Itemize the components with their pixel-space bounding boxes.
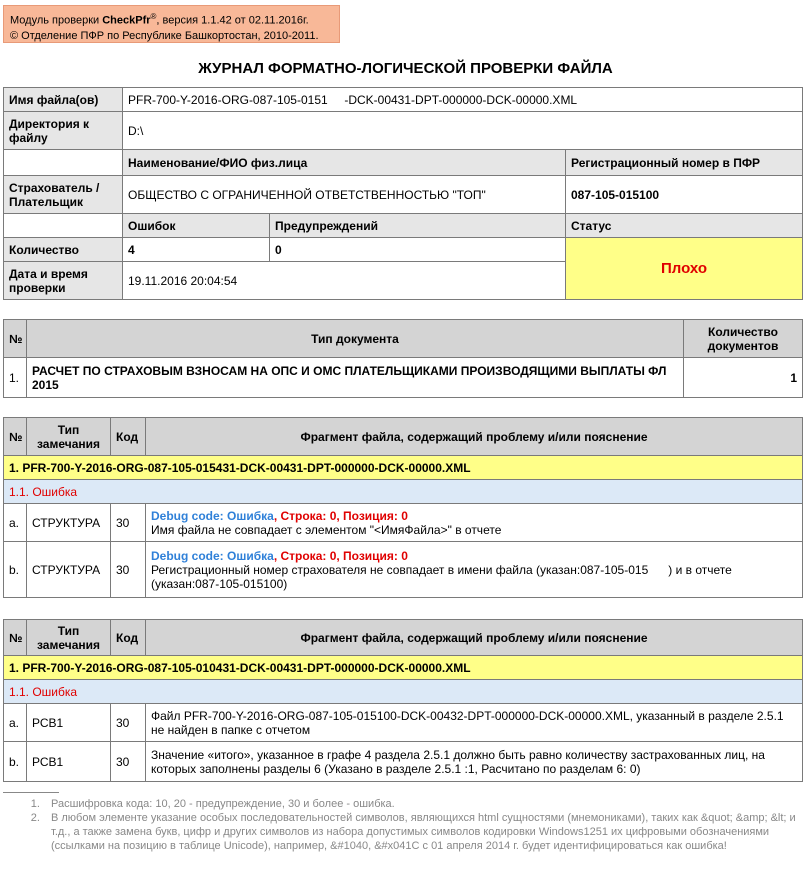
remarks-code-header: Код [111,620,146,656]
module-info [3,5,340,43]
remarks-table-1 [3,417,803,598]
insurer-name: ОБЩЕСТВО С ОГРАНИЧЕННОЙ ОТВЕТСТВЕННОСТЬЮ "ТОП" [123,176,566,214]
footnote-divider [3,792,59,793]
page-title: ЖУРНАЛ ФОРМАТНО-ЛОГИЧЕСКОЙ ПРОВЕРКИ ФАЙЛА [198,60,613,77]
warnings-header: Предупреждений [270,214,566,238]
doc-type: РАСЧЕТ ПО СТРАХОВЫМ ВЗНОСАМ НА ОПС И ОМС ПЛАТЕЛЬЩИКАМИ ПРОИЗВОДЯЩИМИ ВЫПЛАТЫ ФЛ 2015 [27,358,684,398]
docs-num-header: № [4,320,27,358]
file-name-value: PFR-700-Y-2016-ORG-087-105-0151 -DCK-00431-DPT-000000-DCK-00000.XML [123,88,803,112]
file-row: 1. PFR-700-Y-2016-ORG-087-105-010431-DCK-00431-DPT-000000-DCK-00000.XML [4,656,803,680]
datetime-label: Дата и время проверки [4,262,123,300]
documents-table [3,319,803,398]
table-row: a. РСВ1 30 Файл PFR-700-Y-2016-ORG-087-105-015100-DCK-00432-DPT-000000-DCK-00000.XML, указанный в разделе 2.5.1 не найден в папке с отчетом [4,704,803,742]
status-header: Статус [566,214,803,238]
errors-count: 4 [123,238,270,262]
debug-code: Debug code: Ошибка [151,548,274,563]
remark-text: Значение «итого», указанное в графе 4 раздела 2.5.1 должно быть равно количеству застрахованных лиц, на которых заполнены разделы 6 (Указано в разделе 2.5.1 :1, Расчитано по разделам 6: 0) [146,742,803,782]
table-row: b. СТРУКТУРА 30 Debug code: Ошибка, Строка: 0, Позиция: 0 Регистрационный номер страхователя не совпадает в имени файла (указан:087-105-015 ) и в отчете (указан:087-105-015100) [4,542,803,598]
status-badge: Плохо [566,238,803,300]
module-copyright: © Отделение ПФР по Республике Башкортостан, 2010-2011. [10,29,319,42]
remark-text: Регистрационный номер страхователя не совпадает в имени файла (указан:087-105-015 ) и в отчете (указан:087-105-015100) [151,562,736,591]
footnotes [3,792,802,853]
remarks-code-header: Код [111,418,146,456]
insurer-label: Страхователь / Плательщик [4,176,123,214]
file-info-table [3,87,803,300]
remarks-table-2 [3,619,803,782]
remarks-fragment-header: Фрагмент файла, содержащий проблему и/или пояснение [146,418,803,456]
directory-label: Директория к файлу [4,112,123,150]
footnote-item: 2. В любом элементе указание особых последовательностей символов, являющихся html сущностями (мнемониками), таких как &quot; &amp; &lt; и т.д., а также замена букв, цифр и других символов из набора допустимых символов кодировки Windows1251 их цифровыми обозначениями (ссылками на позицию в таблице Unicode), например, &#1040, &#x041C с 01 апреля 2014 г. будет идентифицироваться как ошибка! [43,811,802,853]
errors-header: Ошибок [123,214,270,238]
table-row: b. РСВ1 30 Значение «итого», указанное в графе 4 раздела 2.5.1 должно быть равно количеству застрахованных лиц, на которых заполнены разделы 6 (Указано в разделе 2.5.1 :1, Расчитано по разделам 6: 0) [4,742,803,782]
remarks-type-header: Тип замечания [27,418,111,456]
remarks-num-header: № [4,620,27,656]
doc-count: 1 [684,358,803,398]
docs-type-header: Тип документа [27,320,684,358]
document-row [4,358,803,398]
remark-text: Файл PFR-700-Y-2016-ORG-087-105-015100-DCK-00432-DPT-000000-DCK-00000.XML, указанный в разделе 2.5.1 не найден в папке с отчетом [146,704,803,742]
table-row: a. СТРУКТУРА 30 Debug code: Ошибка, Строка: 0, Позиция: 0 Имя файла не совпадает с элементом "<ИмяФайла>" в отчете [4,504,803,542]
debug-position: , Строка: 0, Позиция: 0 [273,508,408,523]
remarks-type-header: Тип замечания [27,620,111,656]
docs-count-header: Количество документов [684,320,803,358]
debug-code: Debug code: Ошибка [151,508,274,523]
error-group-row: 1.1. Ошибка [4,680,803,704]
doc-num: 1. [4,358,27,398]
warnings-count: 0 [270,238,566,262]
directory-value: D:\ [123,112,803,150]
file-name-label: Имя файла(ов) [4,88,123,112]
error-group-row: 1.1. Ошибка [4,480,803,504]
datetime-value: 19.11.2016 20:04:54 [123,262,566,300]
remarks-num-header: № [4,418,27,456]
module-version-line: Модуль проверки CheckPfr®, версия 1.1.42 от 02.11.2016г. [10,12,309,27]
count-label: Количество [4,238,123,262]
insurer-reg-number: 087-105-015100 [566,176,803,214]
footnote-item: 1. Расшифровка кода: 10, 20 - предупреждение, 30 и более - ошибка. [43,797,802,811]
remark-text: Имя файла не совпадает с элементом "<ИмяФайла>" в отчете [151,522,502,537]
debug-position: , Строка: 0, Позиция: 0 [273,548,408,563]
remarks-fragment-header: Фрагмент файла, содержащий проблему и/или пояснение [146,620,803,656]
module-name: CheckPfr [102,14,151,27]
name-header: Наименование/ФИО физ.лица [123,150,566,176]
file-row: 1. PFR-700-Y-2016-ORG-087-105-015431-DCK-00431-DPT-000000-DCK-00000.XML [4,456,803,480]
reg-number-header: Регистрационный номер в ПФР [566,150,803,176]
